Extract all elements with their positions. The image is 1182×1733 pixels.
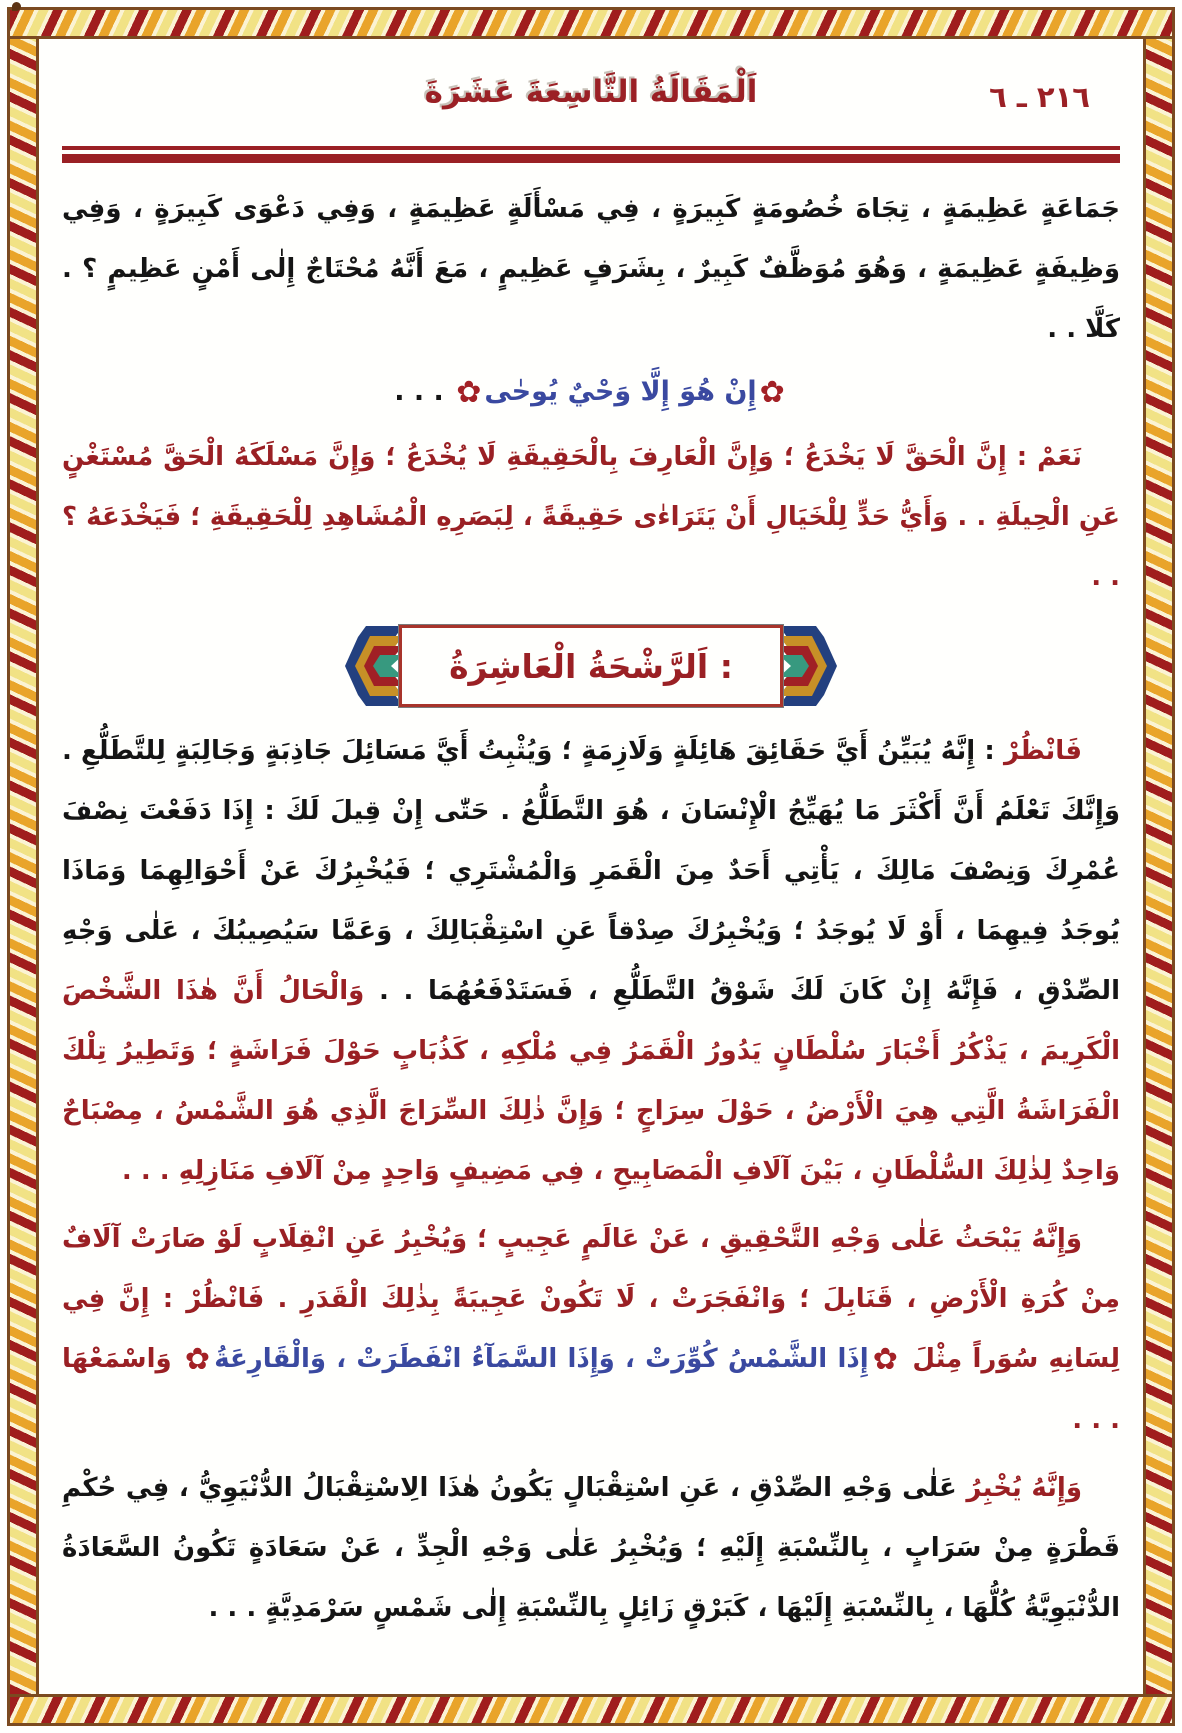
- verse-ornament-open-icon: ✿: [871, 1342, 900, 1377]
- paragraph-red-with-verse: [62, 1209, 1120, 1450]
- quran-verse-inline-text: إِذَا الشَّمْسُ كُوِّرَتْ ، وَإِذَا السَّمَآءُ انْفَطَرَتْ ، وَالْقَارِعَةُ: [214, 1344, 869, 1374]
- verse-ornament-close-icon: ✿: [183, 1342, 212, 1377]
- paragraph-red-after-verse: وَاسْمَعْهَا . . .: [62, 1344, 1120, 1435]
- paragraph-tail-red: وَالْحَالُ أَنَّ هٰذَا الشَّخْصَ الْكَرِيمَ ، يَذْكُرُ أَخْبَارَ سُلْطَانٍ يَدُورُ الْقَمَرُ فِي مُلْكِهِ ، كَذُبَابٍ حَوْلَ فَرَاشَةٍ ؛ وَتَطِيرُ تِلْكَ الْفَرَاشَةُ الَّتِي هِيَ الْأَرْضُ ، حَوْلَ سِرَاجٍ ؛ وَإِنَّ ذٰلِكَ السِّرَاجَ الَّذِي هُوَ الشَّمْسُ ، مِصْبَاحٌ وَاحِدٌ لِذٰلِكَ السُّلْطَانِ ، بَيْنَ آلَافِ الْمَصَابِيحِ ، فِي مَضِيفٍ وَاحِدٍ مِنْ آلَافِ مَنَازِلِهِ . . .: [62, 976, 1120, 1186]
- quran-verse-text: إِنْ هُوَ إِلَّا وَحْيٌ يُوحٰى: [484, 376, 757, 407]
- divider-thin-rule: [62, 146, 1120, 150]
- heading-ornament-left-icon: [341, 623, 403, 709]
- paragraph-lead-red: وَإِنَّهُ يُخْبِرُ: [966, 1473, 1082, 1503]
- paragraph-red-before-verse: وَإِنَّهُ يَبْحَثُ عَلٰى وَجْهِ التَّحْقِيقِ ، عَنْ عَالَمٍ عَجِيبٍ ؛ وَيُخْبِرُ عَنِ انْقِلَابٍ لَوْ صَارَتْ آلَافٌ مِنْ كُرَةِ الْأَرْضِ ، قَنَابِلَ ؛ وَانْفَجَرَتْ ، لَا تَكُونْ عَجِيبَةً بِذٰلِكَ الْقَدَرِ . فَانْظُرْ : إِنَّ فِي لِسَانِهِ سُوَراً مِثْلَ: [62, 1224, 1121, 1374]
- paragraph-body-black: عَلٰى وَجْهِ الصِّدْقِ ، عَنِ اسْتِقْبَالٍ يَكُونُ هٰذَا الِاسْتِقْبَالُ الدُّنْيَوِيُّ ، فِي حُكْمِ قَطْرَةٍ مِنْ سَرَابٍ ، بِالنِّسْبَةِ إِلَيْهِ ؛ وَيُخْبِرُ عَلٰى وَجْهِ الْجِدِّ ، عَنْ سَعَادَةٍ تَكُونُ السَّعَادَةُ الدُّنْيَوِيَّةُ كُلُّهَا ، بِالنِّسْبَةِ إِلَيْهَا ، كَبَرْقٍ زَائِلٍ بِالنِّسْبَةِ إِلٰى شَمْسٍ سَرْمَدِيَّةٍ . . .: [62, 1473, 1120, 1623]
- paragraph-mixed: [62, 721, 1120, 1201]
- ornamental-border-left: [7, 36, 39, 1697]
- ornamental-border-bottom: [7, 1694, 1175, 1726]
- verse-ornament-close-icon: ✿: [456, 375, 482, 410]
- section-heading-frame: [341, 623, 841, 709]
- verse-ornament-open-icon: ✿: [759, 375, 785, 410]
- ornamental-border-top: [7, 7, 1175, 39]
- border-corner-knob: [12, 2, 21, 11]
- page-title: اَلْمَقَالَةُ التَّاسِعَةَ عَشَرَةَ: [424, 74, 758, 110]
- quran-verse-line: [62, 361, 1120, 423]
- paragraph-body-black: : إِنَّهُ يُبَيِّنُ أَيَّ حَقَائِقَ هَائِلَةٍ وَلَازِمَةٍ ؛ وَيُثْبِتُ أَيَّ مَسَائِلَ جَاذِبَةٍ وَجَالِبَةٍ لِلتَّطَلُّعِ . وَإِنَّكَ تَعْلَمُ أَنَّ أَكْثَرَ مَا يُهَيِّجُ الْإِنْسَانَ ، هُوَ التَّطَلُّعُ . حَتّٰى إِنْ قِيلَ لَكَ : إِذَا دَفَعْتَ نِصْفَ عُمْرِكَ وَنِصْفَ مَالِكَ ، يَأْتِي أَحَدٌ مِنَ الْقَمَرِ وَالْمُشْتَرِي ؛ فَيُخْبِرُكَ عَنْ أَحْوَالِهِمَا وَمَاذَا يُوجَدُ فِيهِمَا ، أَوْ لَا يُوجَدُ ؛ وَيُخْبِرُكَ صِدْقاً عَنِ اسْتِقْبَالِكَ ، وَعَمَّا سَيُصِيبُكَ ، عَلٰى وَجْهِ الصِّدْقِ ، فَإِنَّهُ إِنْ كَانَ لَكَ شَوْقُ التَّطَلُّعِ ، فَسَتَدْفَعُهُمَا . .: [62, 736, 1120, 1006]
- ornamental-border-right: [1143, 36, 1175, 1697]
- page-content: [62, 48, 1120, 1689]
- paragraph-continuation: جَمَاعَةٍ عَظِيمَةٍ ، تِجَاهَ خُصُومَةٍ كَبِيرَةٍ ، فِي مَسْأَلَةٍ عَظِيمَةٍ ، وَفِي دَعْوَى كَبِيرَةٍ ، وَفِي وَظِيفَةٍ عَظِيمَةٍ ، وَهُوَ مُوَظَّفٌ كَبِيرٌ ، بِشَرَفٍ عَظِيمٍ ، مَعَ أَنَّهُ مُحْتَاجٌ إِلٰى أَمْنٍ عَظِيمٍ ؟ . كَلَّا . .: [62, 194, 1120, 344]
- paragraph-final: [62, 1458, 1120, 1638]
- section-heading-text: اَلرَّشْحَةُ الْعَاشِرَةُ :: [449, 646, 733, 686]
- divider-thick-rule: [62, 154, 1120, 163]
- paragraph-lead-red: فَانْظُرْ: [1003, 736, 1082, 766]
- header-divider: [62, 146, 1120, 163]
- paragraph-red: نَعَمْ : إِنَّ الْحَقَّ لَا يَخْدَعُ ؛ وَإِنَّ الْعَارِفَ بِالْحَقِيقَةِ لَا يُخْدَعُ ؛ وَإِنَّ مَسْلَكَهُ الْحَقَّ مُسْتَغْنٍ عَنِ الْحِيلَةِ . . وَأَيُّ حَدٍّ لِلْخَيَالِ أَنْ يَتَرَاءٰى حَقِيقَةً ، لِبَصَرِهِ الْمُشَاهِدِ لِلْحَقِيقَةِ ؛ فَيَخْدَعَهُ ؟ . .: [62, 442, 1120, 592]
- page-number: ٢١٦ ـ ٦: [989, 80, 1090, 114]
- heading-ornament-right-icon: [779, 623, 841, 709]
- section-heading-box: [399, 625, 783, 707]
- page-header: [62, 48, 1120, 140]
- verse-trailing-dots: . . .: [394, 376, 454, 407]
